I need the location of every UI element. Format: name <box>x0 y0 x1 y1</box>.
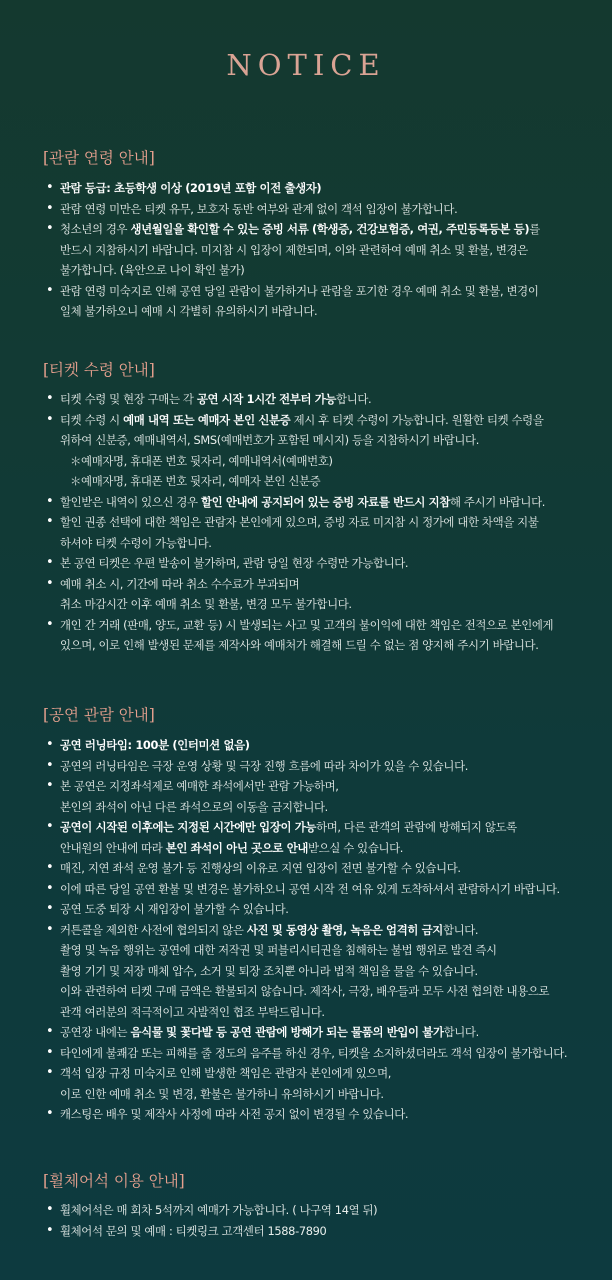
notice-list <box>44 1200 604 1241</box>
text-part: 해 주시기 바랍니다. <box>449 494 546 509</box>
notice-list <box>44 389 604 656</box>
list-item-text: 불가합니다. (육안으로 나이 확인 불가) <box>60 263 245 277</box>
list-item-text: 일체 불가하오니 예매 시 각별히 유의하시기 바랍니다. <box>60 304 318 318</box>
list-item <box>44 389 604 410</box>
list-item-text: • 공연 도중 퇴장 시 재입장이 불가할 수 있습니다. <box>60 902 289 916</box>
list-item <box>44 776 604 817</box>
text-part: 받으실 수 있습니다. <box>308 840 404 855</box>
text-emphasis: 공연이 시작된 이후에는 지정된 시간에만 입장이 가능 <box>60 820 317 834</box>
list-item-text: • 공연 러닝타임: 100분 (인터미션 없음) <box>60 738 250 752</box>
list-item-subtext: ＊예매자명, 휴대폰 번호 뒷자리, 예매자 본인 신분증 <box>70 474 321 488</box>
list-item-text: • 본 공연 티켓은 우편 발송이 불가하며, 관람 당일 현장 수령만 가능합니다. <box>60 556 409 570</box>
text-part: 공연장 내에는 <box>60 1025 131 1039</box>
text-emphasis: 할인 안내에 공지되어 있는 증빙 자료를 반드시 지참 <box>200 494 450 509</box>
text-part: 티켓 수령 및 현장 구매는 각 <box>60 392 197 406</box>
list-item <box>44 615 604 656</box>
text-part: 합니다. <box>336 392 372 406</box>
list-item-text: 취소 마감시간 이후 예매 취소 및 환불, 변경 모두 불가합니다. <box>60 597 352 611</box>
list-item-text: 촬영 기기 및 저장 매체 압수, 소거 및 퇴장 조치뿐 아니라 법적 책임을 물을 수 있습니다. <box>60 963 478 978</box>
list-item <box>44 899 604 920</box>
list-item <box>44 219 604 281</box>
text-part: 안내원의 안내에 따라 <box>60 840 166 855</box>
list-item <box>44 756 604 777</box>
list-item <box>44 410 604 492</box>
text-part: 제시 후 티켓 수령이 가능합니다. 원활한 티켓 수령을 <box>290 412 544 427</box>
list-item-text: • 캐스팅은 배우 및 제작사 사정에 따라 사전 공지 없이 변경될 수 있습니다. <box>60 1107 409 1121</box>
notice-list <box>44 735 604 1125</box>
text-part: 티켓 수령 시 <box>60 412 124 427</box>
text-emphasis: 사진 및 동영상 촬영, 녹음은 엄격히 금지 <box>246 922 443 937</box>
list-item <box>44 879 604 900</box>
list-item <box>44 492 604 513</box>
list-item-text: • 휠체어석 문의 및 예매 : 티켓링크 고객센터 1588-7890 <box>60 1223 327 1238</box>
list-item <box>44 512 604 553</box>
text-emphasis: 예매 내역 또는 예매자 본인 신분증 <box>123 412 291 427</box>
list-item-text: • 공연의 러닝타임은 극장 운영 상황 및 극장 진행 흐름에 따라 차이가 있을 수 있습니다. <box>60 758 469 773</box>
text-part: 하며, 다른 관객의 관람에 방해되지 않도록 <box>316 820 517 834</box>
text-part: 커튼콜을 제외한 사전에 협의되지 않은 <box>60 922 247 937</box>
list-item <box>44 1043 604 1064</box>
list-item <box>44 1200 604 1221</box>
list-item <box>44 1063 604 1104</box>
list-item-text: • 예매 취소 시, 기간에 따라 취소 수수료가 부과되며 <box>60 576 300 591</box>
list-item-text: 있으며, 이로 인해 발생된 문제를 제작사와 예매처가 해결해 드릴 수 없는 점 양지해 주시기 바랍니다. <box>60 638 539 652</box>
list-item-text: 촬영 및 녹음 행위는 공연에 대한 저작권 및 퍼블리시티권을 침해하는 불법 행위로 발견 즉시 <box>60 943 497 957</box>
text-emphasis: 음식물 및 꽃다발 등 공연 관람에 방해가 되는 물품의 반입이 불가 <box>130 1025 444 1039</box>
list-item <box>44 817 604 858</box>
list-item-text: • 관람 등급: 초등학생 이상 (2019년 포함 이전 출생자) <box>60 181 322 195</box>
list-item <box>44 735 604 756</box>
list-item <box>44 858 604 879</box>
list-item <box>44 1104 604 1125</box>
list-item <box>44 574 604 615</box>
text-part: 합니다. <box>443 1025 479 1039</box>
section-heading: [관람 연령 안내] <box>43 149 155 167</box>
list-item-text: 이와 관련하여 티켓 구매 금액은 환불되지 않습니다. 제작사, 극장, 배우들과 모두 사전 협의한 내용으로 <box>60 984 550 998</box>
list-item-text: • 객석 입장 규정 미숙지로 인해 발생한 책임은 관람자 본인에게 있으며, <box>60 1066 392 1080</box>
list-item <box>44 199 604 220</box>
list-item-text: • 관람 연령 미숙지로 인해 공연 당일 관람이 불가하거나 관람을 포기한 경우 예매 취소 및 환불, 변경이 <box>60 283 539 298</box>
list-item-text: 이로 인한 예매 취소 및 변경, 환불은 불가하니 유의하시기 바랍니다. <box>60 1086 384 1101</box>
list-item-text: • 매진, 지연 좌석 운영 불가 등 진행상의 이유로 지연 입장이 전면 불가할 수 있습니다. <box>60 861 461 875</box>
page-title: NOTICE <box>226 48 386 82</box>
text-part: 할인받은 내역이 있으신 경우 <box>60 494 201 509</box>
text-part: 청소년의 경우 <box>60 222 131 236</box>
notice-list <box>44 178 604 322</box>
list-item-text: • 관람 연령 미만은 티켓 유무, 보호자 동반 여부와 관계 없이 객석 입장이 불가합니다. <box>60 201 458 216</box>
list-item-text: 관객 여러분의 적극적이고 자발적인 협조 부탁드립니다. <box>60 1004 325 1019</box>
list-item-subtext: ＊예매자명, 휴대폰 번호 뒷자리, 예매내역서(예매번호) <box>70 453 333 468</box>
list-item <box>44 1221 604 1242</box>
list-item-text: 하셔야 티켓 수령이 가능합니다. <box>60 535 212 550</box>
list-item-text: 위하여 신분증, 예매내역서, SMS(예매번호가 포함된 메시지) 등을 지참하시기 바랍니다. <box>60 433 479 447</box>
list-item-text: 본인의 좌석이 아닌 다른 좌석으로의 이동을 금지합니다. <box>60 799 328 814</box>
list-item-text: • 타인에게 불쾌감 또는 피해를 줄 정도의 음주를 하신 경우, 티켓을 소지하셨더라도 객석 입장이 불가합니다. <box>60 1045 568 1060</box>
text-emphasis: 생년월일을 확인할 수 있는 증빙 서류 (학생증, 건강보험증, 여권, 주민등록등본 등) <box>130 222 530 236</box>
list-item <box>44 920 604 1023</box>
section-heading: [공연 관람 안내] <box>43 706 155 724</box>
list-item <box>44 281 604 322</box>
list-item <box>44 1022 604 1043</box>
list-item <box>44 553 604 574</box>
list-item-text: • 할인 권종 선택에 대한 책임은 관람자 본인에게 있으며, 증빙 자료 미지참 시 정가에 대한 차액을 지불 <box>60 515 539 529</box>
list-item-text: • 본 공연은 지정좌석제로 예매한 좌석에서만 관람 가능하며, <box>60 779 339 793</box>
list-item-text: • 휠체어석은 매 회차 5석까지 예매가 가능합니다. ( 나구역 14열 뒤) <box>60 1203 378 1217</box>
text-emphasis: 공연 시작 1시간 전부터 가능 <box>196 392 337 406</box>
list-item-text: • 개인 간 거래 (판매, 양도, 교환 등) 시 발생되는 사고 및 고객의 불이익에 대한 책임은 전적으로 본인에게 <box>60 617 554 632</box>
text-part: 합니다. <box>442 922 479 937</box>
section-heading: [휠체어석 이용 안내] <box>43 1172 185 1190</box>
text-part: 를 <box>529 222 540 236</box>
text-emphasis: 본인 좌석이 아닌 곳으로 안내 <box>165 840 309 855</box>
list-item <box>44 178 604 199</box>
list-item-text: • 이에 따른 당일 공연 환불 및 변경은 불가하오니 공연 시작 전 여유 있게 도착하셔서 관람하시기 바랍니다. <box>60 881 560 896</box>
list-item-text: 반드시 지참하시기 바랍니다. 미지참 시 입장이 제한되며, 이와 관련하여 예매 취소 및 환불, 변경은 <box>60 242 528 257</box>
section-heading: [티켓 수령 안내] <box>43 361 155 379</box>
